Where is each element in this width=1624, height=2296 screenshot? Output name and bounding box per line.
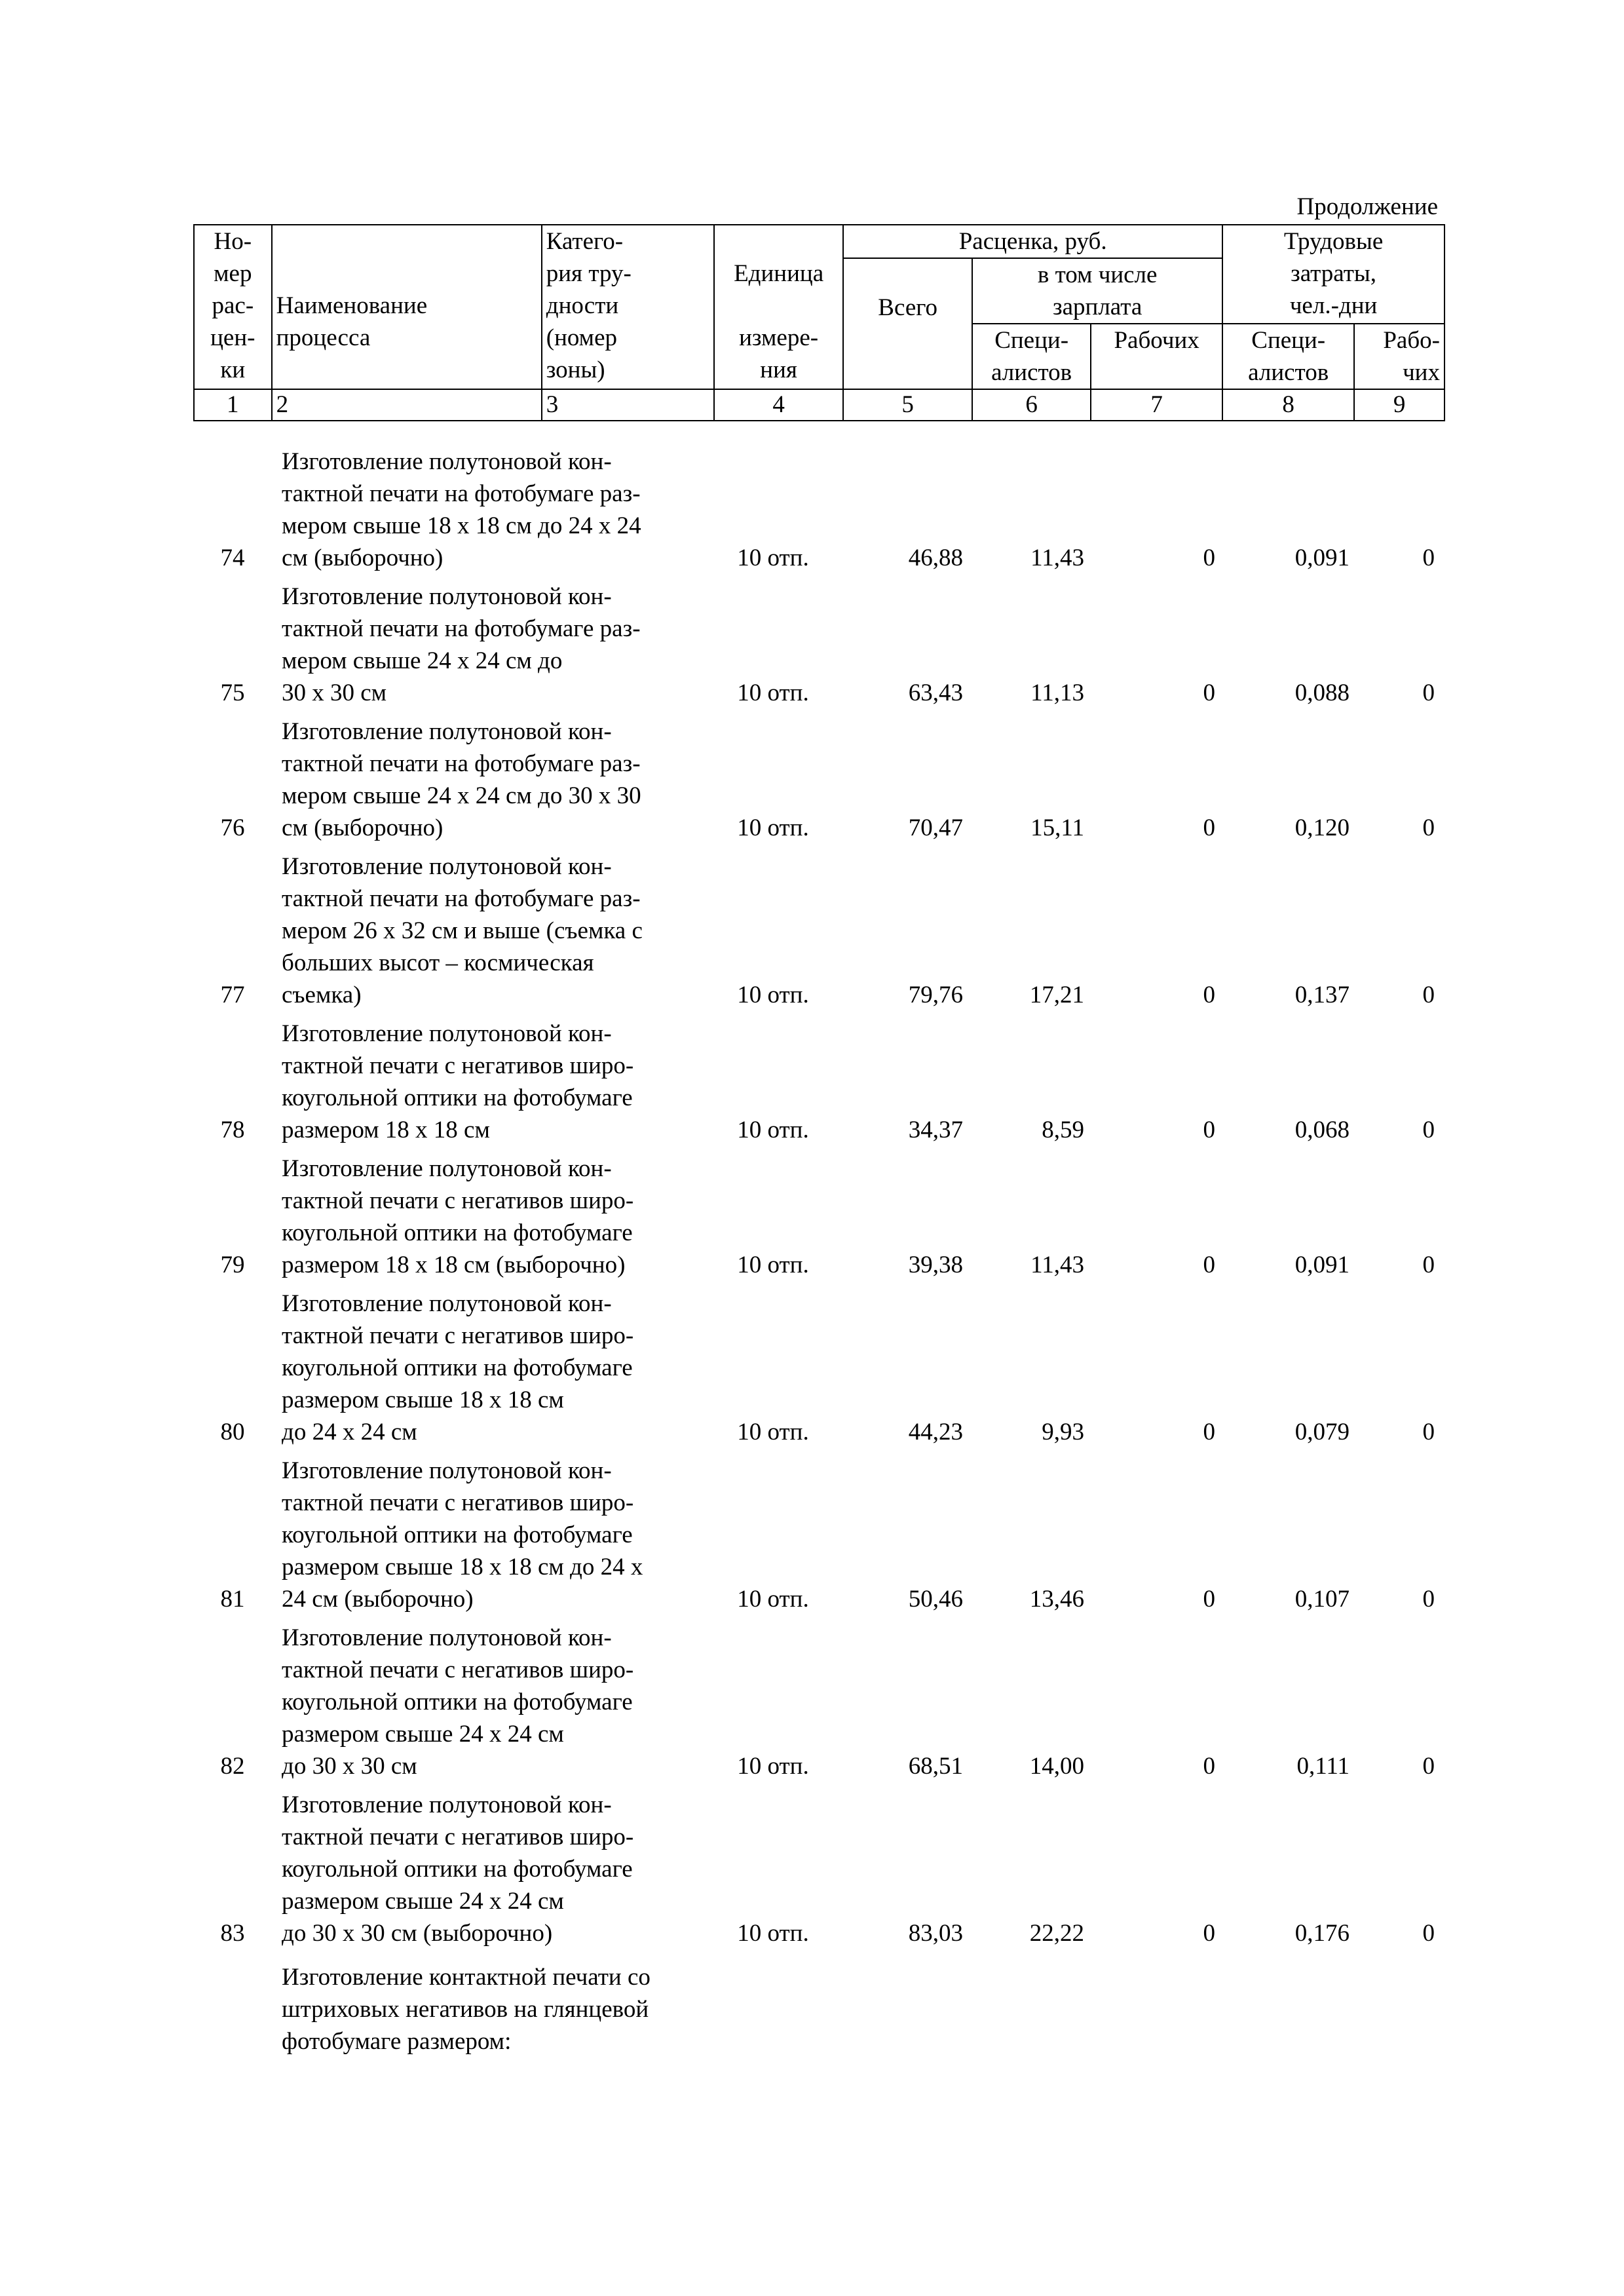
process-name: Изготовление полутоновой кон- тактной печати на фотобумаге раз- мером свыше 18 x 18 см до 24 x 24 см (выборочно) xyxy=(282,448,641,571)
col-number-2: 2 xyxy=(272,389,542,421)
process-name: Изготовление полутоновой кон- тактной печати с негативов широ- коугольной оптики на фотобумаге размером 18 x 18 см (выборочно) xyxy=(282,1155,634,1278)
process-name: Изготовление полутоновой кон- тактной печати на фотобумаге раз- мером свыше 24 x 24 см до 30 x 30 см xyxy=(282,583,641,706)
workers-labor: 0 xyxy=(1422,1117,1435,1143)
total-rate: 34,37 xyxy=(908,1117,963,1143)
col-number-5: 5 xyxy=(843,389,972,421)
col-number-1: 1 xyxy=(194,389,272,421)
specialists-wage: 11,43 xyxy=(1030,1252,1084,1278)
header-specialists-days: Специ- алистов xyxy=(1222,324,1354,389)
specialists-wage: 8,59 xyxy=(1042,1117,1084,1143)
header-col-category: Катего- рия тру- дности (номер зоны) xyxy=(542,225,714,389)
workers-wage: 0 xyxy=(1203,1586,1215,1613)
header-total: Всего xyxy=(843,258,972,389)
specialists-wage: 13,46 xyxy=(1029,1586,1084,1613)
header-incl-wages: в том числе зарплата xyxy=(972,258,1222,324)
specialists-wage: 17,21 xyxy=(1029,982,1084,1008)
col-number-8: 8 xyxy=(1222,389,1354,421)
rate-number: 78 xyxy=(220,1117,245,1143)
specialists-wage: 9,93 xyxy=(1042,1419,1084,1445)
specialists-wage: 11,13 xyxy=(1030,679,1084,706)
specialists-labor: 0,120 xyxy=(1294,814,1350,841)
total-rate: 50,46 xyxy=(908,1586,963,1613)
workers-labor: 0 xyxy=(1422,1419,1435,1445)
workers-labor: 0 xyxy=(1422,1920,1435,1947)
unit-cell: 10 отп. xyxy=(737,545,809,571)
total-rate: 46,88 xyxy=(908,545,963,571)
unit-cell: 10 отп. xyxy=(737,814,809,841)
specialists-wage: 14,00 xyxy=(1029,1753,1084,1780)
specialists-labor: 0,091 xyxy=(1294,1252,1350,1278)
workers-wage: 0 xyxy=(1203,1419,1215,1445)
total-rate: 68,51 xyxy=(908,1753,963,1780)
rate-number: 81 xyxy=(220,1586,245,1613)
col-number-7: 7 xyxy=(1091,389,1222,421)
rate-number: 79 xyxy=(220,1252,245,1278)
header-rate-group: Расценка, руб. xyxy=(843,225,1222,258)
workers-wage: 0 xyxy=(1203,1920,1215,1947)
specialists-labor: 0,111 xyxy=(1296,1753,1350,1780)
rate-number: 83 xyxy=(220,1920,245,1947)
unit-cell: 10 отп. xyxy=(737,982,809,1008)
specialists-labor: 0,079 xyxy=(1294,1419,1350,1445)
process-name: Изготовление полутоновой кон- тактной печати с негативов широ- коугольной оптики на фотобумаге размером свыше 24 x 24 см до 30 x 30 см xyxy=(282,1624,634,1780)
total-rate: 83,03 xyxy=(908,1920,963,1947)
specialists-wage: 22,22 xyxy=(1029,1920,1084,1947)
workers-labor: 0 xyxy=(1422,982,1435,1008)
workers-wage: 0 xyxy=(1203,679,1215,706)
process-name: Изготовление полутоновой кон- тактной печати на фотобумаге раз- мером 26 x 32 см и выше (съемка с больших высот – космическая съемка) xyxy=(282,853,643,1008)
header-col-rate-number: Но- мер рас- цен- ки xyxy=(194,225,272,389)
total-rate: 79,76 xyxy=(908,982,963,1008)
unit-cell: 10 отп. xyxy=(737,1920,809,1947)
continuation-label: Продолжение xyxy=(1296,193,1438,220)
unit-cell: 10 отп. xyxy=(737,1419,809,1445)
workers-labor: 0 xyxy=(1422,679,1435,706)
workers-wage: 0 xyxy=(1203,1117,1215,1143)
col-number-4: 4 xyxy=(714,389,843,421)
header-col-process-name: Наименование процесса xyxy=(272,225,542,389)
rate-number: 75 xyxy=(220,679,245,706)
rate-number: 77 xyxy=(220,982,245,1008)
process-name: Изготовление полутоновой кон- тактной печати на фотобумаге раз- мером свыше 24 x 24 см до 30 x 30 см (выборочно) xyxy=(282,718,641,841)
rate-number: 76 xyxy=(220,814,245,841)
workers-wage: 0 xyxy=(1203,1753,1215,1780)
workers-labor: 0 xyxy=(1422,1753,1435,1780)
rate-number: 80 xyxy=(220,1419,245,1445)
workers-wage: 0 xyxy=(1203,982,1215,1008)
header-workers-days: Рабо- чих xyxy=(1354,324,1445,389)
total-rate: 44,23 xyxy=(908,1419,963,1445)
unit-cell: 10 отп. xyxy=(737,1117,809,1143)
process-name: Изготовление полутоновой кон- тактной печати с негативов широ- коугольной оптики на фотобумаге размером свыше 24 x 24 см до 30 x 30 см (выборочно) xyxy=(282,1791,634,1947)
process-name: Изготовление полутоновой кон- тактной печати с негативов широ- коугольной оптики на фотобумаге размером 18 x 18 см xyxy=(282,1020,634,1143)
rate-number: 74 xyxy=(220,545,245,571)
header-labor-group: Трудовые затраты, чел.-дни xyxy=(1222,225,1445,324)
total-rate: 63,43 xyxy=(908,679,963,706)
specialists-labor: 0,176 xyxy=(1294,1920,1350,1947)
workers-labor: 0 xyxy=(1422,1252,1435,1278)
header-col-unit: Единица измере- ния xyxy=(714,225,843,389)
total-rate: 70,47 xyxy=(908,814,963,841)
workers-wage: 0 xyxy=(1203,1252,1215,1278)
col-number-3: 3 xyxy=(542,389,714,421)
unit-cell: 10 отп. xyxy=(737,1252,809,1278)
workers-labor: 0 xyxy=(1422,545,1435,571)
process-name: Изготовление полутоновой кон- тактной печати с негативов широ- коугольной оптики на фотобумаге размером свыше 18 x 18 см до 24 x 24 см (выборочно) xyxy=(282,1457,643,1613)
unit-cell: 10 отп. xyxy=(737,1586,809,1613)
specialists-wage: 11,43 xyxy=(1030,545,1084,571)
total-rate: 39,38 xyxy=(908,1252,963,1278)
workers-labor: 0 xyxy=(1422,1586,1435,1613)
header-workers: Рабочих xyxy=(1091,324,1222,389)
rate-number: 82 xyxy=(220,1753,245,1780)
specialists-labor: 0,091 xyxy=(1294,545,1350,571)
col-number-6: 6 xyxy=(972,389,1091,421)
unit-cell: 10 отп. xyxy=(737,1753,809,1780)
specialists-labor: 0,088 xyxy=(1294,679,1350,706)
specialists-labor: 0,137 xyxy=(1294,982,1350,1008)
specialists-labor: 0,107 xyxy=(1294,1586,1350,1613)
workers-labor: 0 xyxy=(1422,814,1435,841)
col-number-9: 9 xyxy=(1354,389,1445,421)
process-name: Изготовление полутоновой кон- тактной печати с негативов широ- коугольной оптики на фотобумаге размером свыше 18 x 18 см до 24 x 24 см xyxy=(282,1290,634,1445)
process-name: Изготовление контактной печати со штриховых негативов на глянцевой фотобумаге размером: xyxy=(282,1964,651,2055)
specialists-wage: 15,11 xyxy=(1030,814,1084,841)
specialists-labor: 0,068 xyxy=(1294,1117,1350,1143)
workers-wage: 0 xyxy=(1203,814,1215,841)
unit-cell: 10 отп. xyxy=(737,679,809,706)
workers-wage: 0 xyxy=(1203,545,1215,571)
header-specialists: Специ- алистов xyxy=(972,324,1091,389)
